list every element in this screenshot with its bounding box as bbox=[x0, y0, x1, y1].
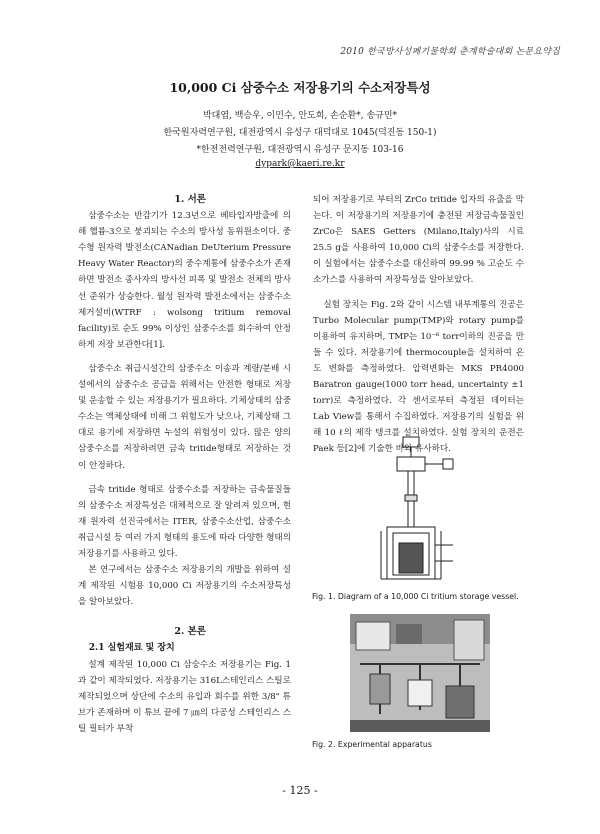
contact-email[interactable]: dypark@kaeri.re.kr bbox=[255, 159, 345, 169]
intro-paragraph-4: 본 연구에서는 삼중수소 저장용기의 개발을 위하여 설계 제작된 시험용 10,000 Ci 저장용기의 수소저장특성을 알아보았다. bbox=[78, 565, 291, 608]
experimental-apparatus-photo bbox=[350, 614, 490, 732]
intro-paragraph-1: 삼중수소는 반감기가 12.3년으로 베타입자방출에 의해 헬륨-3으로 붕괴되는 수소의 방사성 동위원소이다. 중수형 원자력 발전소(CANadian DeUterium Pressure Heavy Water Reactor)의 중수계통에 삼중수소가 존재하면 발전소 종사자의 방사선 피폭 및 발전소 전체의 방사선 준위가 상승한다. 월성 원자력 발전소에서는 삼중수소제거설비(WTRF : wolsong tritium removal facility)로 순도 99% 이상인 삼중수소를 회수하여 안정하게 저장 보관한다[1]. bbox=[78, 211, 291, 350]
intro-paragraph-3: 금속 tritide 형태로 삼중수소를 저장하는 금속물질들의 삼중수소 저장특성은 대체적으로 잘 알려져 있으며, 현재 원자력 선진국에서는 ITER, 삼중수소산업, 삼중수소 취급시설 등 여러 가지 형태의 용도에 따라 다양한 형태의 저장용기를 사용하고 있다. bbox=[78, 484, 291, 559]
page-number: - 125 - bbox=[282, 784, 318, 797]
vessel-side-port bbox=[443, 459, 453, 469]
section-heading-body: 2. 본론 bbox=[174, 626, 206, 638]
running-head: 2010 한국방사성폐기물학회 춘계학술대회 논문요약집 bbox=[340, 47, 560, 57]
storage-vessel-diagram bbox=[373, 435, 463, 585]
continued-paragraph: 되어 저장용기로 부터의 ZrCo tritide 입자의 유출을 막는다. 이 저장용기의 저장용기에 충전된 저장금속물질인 ZrCo은 SAES Getters (Milano,Italy)사의 시료 25.5 g을 사용하여 10,000 Ci의 삼중수소를 저장한다. 이 실험에서는 삼중수소를 대신하여 99.99 % 고순도 수소가스를 사용하여 저장특성을 알아보았다. bbox=[313, 195, 524, 286]
figure-2-caption: Fig. 2. Experimental apparatus bbox=[312, 740, 432, 749]
apparatus-paragraph: 실험 장치는 Fig. 2와 같이 시스템 내부계통의 진공은 Turbo Molecular pump(TMP)와 rotary pump를 이용하여 유지하며, TMP는 10⁻⁶ torr이하의 진공을 만들 수 있다. 저장용기에 thermocouple을 설치하여 온도 변화를 측정하였다. 압력변화는 MKS PR4000 Baratron gauge(1000 torr head, uncertainty ±1 torr)로 측정하였다. 각 센서로부터 측정된 데이터는 Lab View를 통해서 수집하였다. 저장용기의 실험을 위해 10 ℓ의 제작 탱크를 설치하였다. 실험 장치의 운전은 Paek 등[2]에 기술한 바와 유사하다. bbox=[313, 299, 524, 455]
author-list: 박대엽, 백승우, 이민수, 안도희, 손순환*, 송규민* bbox=[202, 111, 398, 121]
paper-title: 10,000 Ci 삼중수소 저장용기의 수소저장특성 bbox=[169, 80, 431, 95]
vessel-valve-body bbox=[397, 457, 425, 471]
section-heading-introduction: 1. 서론 bbox=[174, 194, 206, 205]
vessel-top-valve bbox=[403, 437, 419, 447]
intro-paragraph-2: 삼중수소 취급시설간의 삼중수소 이송과 계량/분배 시설에서의 삼중수소 공급을 위해서는 안전한 형태로 저장 및 운송할 수 있는 저장용기가 필요하다. 기체상태의 삼중수소는 액체상태에 비해 그 위험도가 낮으나, 기체상태 그대로 용기에 저장하면 누설의 위험성이 있다. 많은 양의 삼중수소를 저장하려면 금속 tritide형태로 저장하는 것이 안정하다. bbox=[78, 363, 291, 471]
vessel-zrco-bed bbox=[399, 543, 423, 573]
figure-1-caption: Fig. 1. Diagram of a 10,000 Ci tritium storage vessel. bbox=[312, 592, 519, 601]
materials-paragraph: 설계 제작된 10,000 Ci 삼숭수소 저장용기는 Fig. 1과 같이 제작되었다. 저장용기는 316L스테인리스 스틸로 제작되었으며 상단에 수소의 유입과 회수를 위한 3/8" 튜브가 존재하며 이 튜브 끝에 7 ㎛의 다공성 스테인리스 스틸 필터가 부착 bbox=[78, 659, 291, 734]
left-column bbox=[78, 192, 291, 737]
right-column bbox=[313, 192, 524, 458]
vessel-tube-fitting bbox=[405, 495, 417, 501]
subsection-heading-materials: 2.1 실험재료 및 장치 bbox=[88, 643, 175, 654]
affiliation-secondary: *한전전력연구원, 대전광역시 유성구 문지동 103-16 bbox=[196, 145, 404, 155]
affiliation-primary: 한국원자력연구원, 대전광역시 유성구 대덕대로 1045(덕진동 150-1) bbox=[163, 128, 437, 138]
